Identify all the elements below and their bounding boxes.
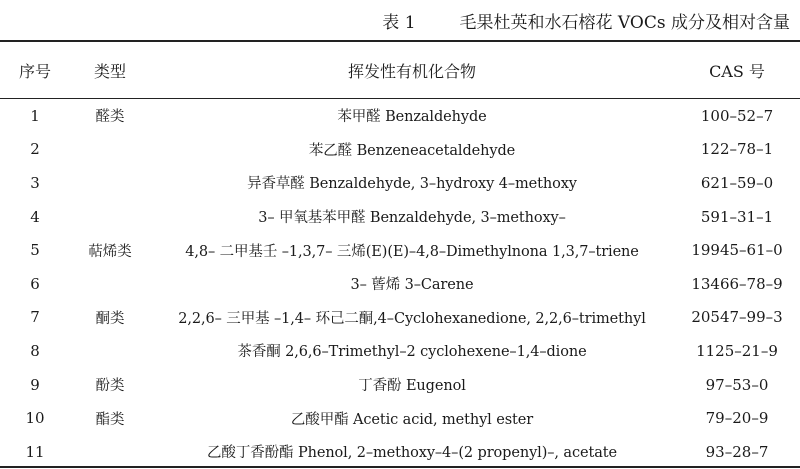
cell-cas: 13466–78–9 [691, 274, 783, 293]
cell-type [70, 133, 150, 167]
cell-compound: 苯甲醛 Benzaldehyde [337, 109, 487, 126]
cell-compound: 苯乙醛 Benzeneacetaldehyde [308, 142, 516, 159]
header-cas: CAS 号 [709, 61, 765, 81]
table-row [0, 267, 800, 301]
cell-compound: 茶香酮 2,6,6–Trimethyl–2 cyclohexene–1,4–dione [237, 344, 587, 361]
cell-index: 9 [30, 375, 40, 394]
cell-cas: 93–28–7 [705, 442, 769, 461]
cell-cas: 97–53–0 [705, 375, 769, 394]
header-type: 类型 [93, 61, 126, 81]
cell-compound: 乙酸丁香酚酯 Phenol, 2–methoxy–4–(2 propenyl)–, acetate [207, 445, 617, 462]
cell-compound: 乙酸甲酯 Acetic acid, methyl ester [290, 411, 534, 428]
table-row [0, 200, 800, 234]
cell-cas: 1125–21–9 [696, 341, 778, 360]
table-row [0, 301, 800, 335]
voc-table [0, 42, 800, 469]
table-row [0, 435, 800, 469]
cell-cas: 79–20–9 [705, 409, 769, 428]
cell-index: 4 [30, 207, 40, 226]
cell-compound: 丁香酚 Eugenol [358, 378, 466, 395]
cell-compound: 4,8– 二甲基壬 –1,3,7– 三烯(E)(E)–4,8–Dimethylnona 1,3,7–triene [185, 243, 639, 260]
cell-index: 10 [25, 409, 45, 428]
table-row [0, 99, 800, 133]
cell-cas: 591–31–1 [700, 207, 774, 226]
table-header-row [0, 42, 800, 99]
table-row [0, 133, 800, 167]
cell-compound: 3– 甲氧基苯甲醛 Benzaldehyde, 3–methoxy– [258, 210, 566, 227]
table-row [0, 334, 800, 368]
cell-type: 醛类 [95, 109, 125, 126]
cell-type: 酯类 [95, 411, 125, 428]
cell-cas: 19945–61–0 [691, 241, 783, 260]
cell-cas: 621–59–0 [700, 173, 774, 192]
cell-index: 8 [30, 341, 40, 360]
cell-type [70, 166, 150, 200]
table-number: 表 1 [382, 13, 416, 33]
cell-type [70, 200, 150, 234]
table-row [0, 401, 800, 435]
cell-index: 6 [30, 274, 40, 293]
cell-cas: 122–78–1 [700, 140, 774, 159]
cell-index: 7 [30, 308, 40, 327]
cell-type [70, 267, 150, 301]
table-title: 毛果杜英和水石榕花 VOCs 成分及相对含量 [459, 13, 790, 33]
cell-type: 萜烯类 [88, 243, 132, 260]
cell-compound: 3– 蒈烯 3–Carene [350, 277, 474, 294]
table-caption [382, 8, 790, 33]
cell-type [70, 435, 150, 469]
header-compound: 挥发性有机化合物 [347, 61, 476, 81]
cell-index: 3 [30, 173, 40, 192]
header-index: 序号 [18, 61, 51, 81]
cell-compound: 异香草醛 Benzaldehyde, 3–hydroxy 4–methoxy [247, 176, 577, 193]
cell-type: 酮类 [95, 310, 125, 327]
table-row [0, 368, 800, 402]
cell-index: 1 [30, 106, 40, 125]
table-row [0, 233, 800, 267]
cell-cas: 100–52–7 [700, 106, 774, 125]
cell-compound: 2,2,6– 三甲基 –1,4– 环己二酮,4–Cyclohexanedione, 2,2,6–trimethyl [178, 310, 646, 327]
table-row [0, 166, 800, 200]
cell-cas: 20547–99–3 [691, 308, 783, 327]
cell-index: 5 [30, 241, 40, 260]
cell-type: 酚类 [95, 378, 125, 395]
cell-index: 11 [25, 442, 45, 461]
cell-index: 2 [30, 140, 40, 159]
cell-type [70, 334, 150, 368]
